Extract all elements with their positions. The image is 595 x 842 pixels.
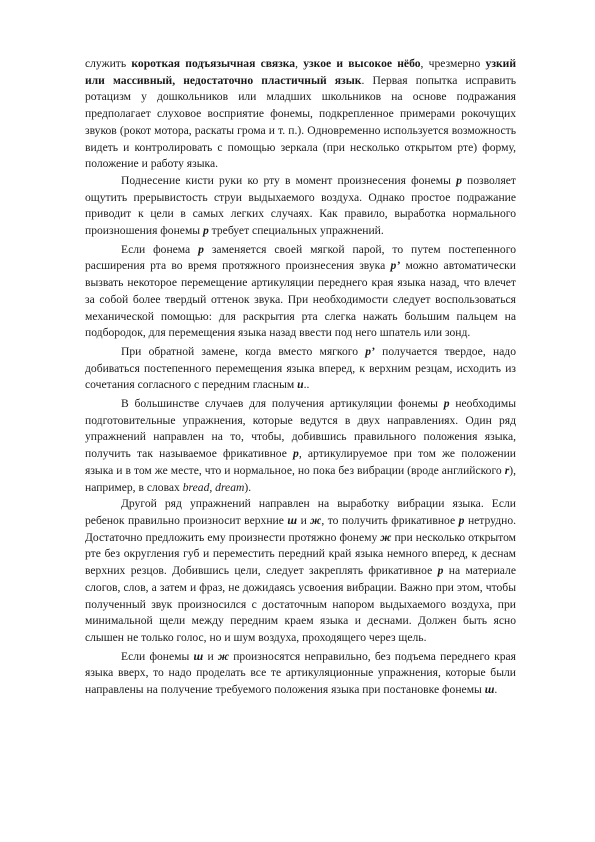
- example-words: bread, dream: [182, 480, 245, 494]
- phoneme: ш: [287, 513, 298, 527]
- phoneme: р: [443, 397, 450, 411]
- emphasis: узкое и высокое нёбо: [303, 57, 421, 70]
- paragraph-5: В большинстве случаев для получения артикуляции фонемы р необходимы подготовительные упражнения, которые ведутся в двух направлениях. Один ряд упражнений направлен на то, чтобы, добившись правильного положения языка, получить так называемое фрикативное р, артикулируемое при том же положении языка и в том же месте, что и нормальное, но пока без вибрации (вроде английского r), например, в словах bread, dream).: [85, 397, 516, 494]
- phoneme: р’: [365, 344, 375, 358]
- phoneme: r: [504, 463, 510, 477]
- emphasis: короткая подъязычная связка: [131, 57, 296, 70]
- phoneme: р: [198, 242, 204, 256]
- phoneme: и: [297, 378, 304, 392]
- paragraph-4: При обратной замене, когда вместо мягкого р’ получается твердое, надо добиваться постепенного перемещения языка вперед, к верхним резцам, исходить из сочетания согласного с передним гласным и..: [85, 344, 516, 392]
- phoneme: р: [202, 224, 209, 238]
- phoneme: ж: [310, 513, 322, 527]
- paragraph-6: Другой ряд упражнений направлен на выработку вибрации языка. Если ребенок правильно произносит верхние ш и ж, то получить фрикативное р нетрудно. Достаточно предложить ему произнести протяжно фонему ж при несколько открытом рте без округления губ и переместить передний край языка немного вперед, к деснам верхних резцов. Добившись цели, следует закреплять фрикативное р на материале слогов, слов, а затем и фраз, не дожидаясь усвоения вибрации. Важно при этом, чтобы полученный звук произносился с достаточным напором выдыхаемого воздуха, при минимальной щели между передним краем языка и деснами. Должен быть ясно слышен не только голос, но и шум воздуха, проходящего через щель.: [85, 497, 517, 644]
- paragraph-3: Если фонема р заменяется своей мягкой парой, то путем постепенного расширения рта во время протяжного произнесения звука р’ можно автоматически вызвать некоторое перемещение артикуляции переднего края языка назад, что влечет за собой более твердый оттенок звука. При необходимости следует воспользоваться механической помощью: для раскрытия рта слегка нажать большим пальцем на подбородок, для перемещения языка назад ввести под него шпатель или зонд.: [85, 242, 516, 340]
- phoneme: ш: [484, 683, 495, 697]
- phoneme: р: [437, 564, 444, 578]
- phoneme: р: [458, 513, 465, 527]
- document-page: [85, 56, 516, 699]
- phoneme: р: [293, 447, 299, 461]
- paragraph-7: Если фонемы ш и ж произносятся неправильно, без подъема переднего края языка вверх, то надо проделать все те артикуляционные упражнения, которые были направлены на получение требуемого положения языка при постановке фонемы ш.: [85, 649, 516, 697]
- phoneme: р: [456, 173, 462, 187]
- paragraph-1: служить короткая подъязычная связка, узкое и высокое нёбо, чрезмерно узкий или массивный, недостаточно пластичный язык. Первая попытка исправить ротацизм у дошкольников или младших школьников на основе подражания предполагает слуховое восприятие фонемы, подкрепленное примерами рокочущих звуков (рокот мотора, раскаты грома и т. п.). Одновременно используется возможность видеть и контролировать с помощью зеркала (при несколько открытом рте) форму, положение и работу языка.: [85, 57, 517, 171]
- paragraph-2: Поднесение кисти руки ко рту в момент произнесения фонемы р позволяет ощутить прерывистость струи выдыхаемого воздуха. Однако простое подражание приводит к цели в самых легких случаях. Как правило, выработка нормального произношения фонемы р требует специальных упражнений.: [85, 173, 516, 238]
- emphasis: узкий или массивный, недостаточно пластичный язык: [85, 57, 517, 87]
- phoneme: ж: [380, 530, 392, 544]
- phoneme: ш: [193, 649, 204, 663]
- phoneme: ж: [217, 649, 229, 663]
- phoneme: р’: [390, 259, 401, 273]
